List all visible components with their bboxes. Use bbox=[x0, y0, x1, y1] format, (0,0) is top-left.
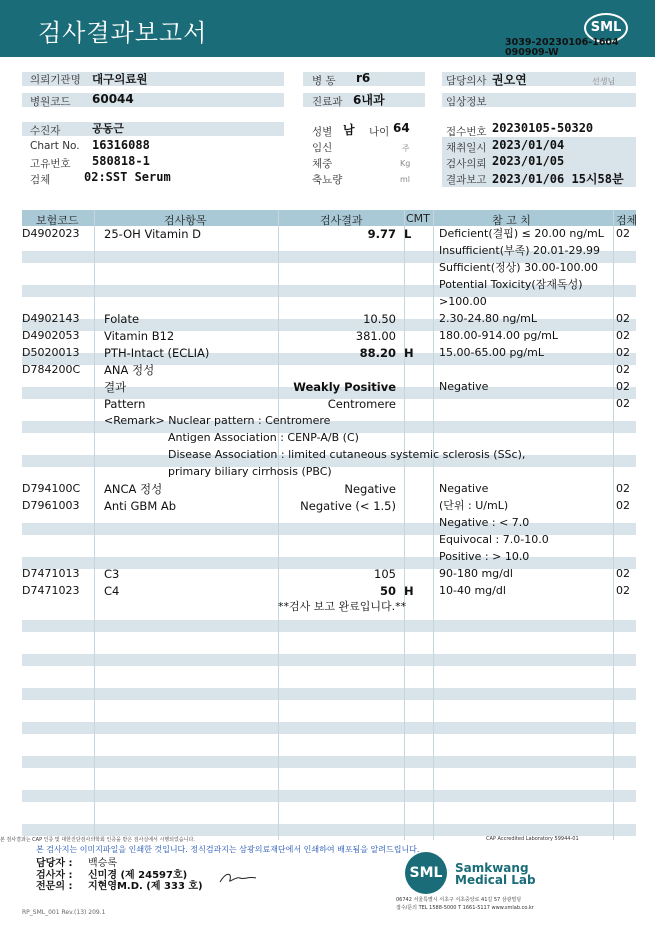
report-date-value: 2023/01/06 15시58분 bbox=[492, 172, 624, 186]
row-stripe bbox=[22, 790, 636, 802]
pregnancy-unit: 주 bbox=[402, 144, 410, 153]
row-reference: Negative bbox=[439, 380, 489, 393]
row-stripe bbox=[22, 824, 636, 836]
row-code: D7961003 bbox=[22, 499, 80, 512]
row-item: 25-OH Vitamin D bbox=[104, 227, 202, 241]
doctor-label: 담당의사 bbox=[446, 75, 487, 87]
report-title: 검사결과보고서 bbox=[38, 19, 208, 47]
row-result: 88.20 bbox=[359, 346, 396, 360]
row-item: Vitamin B12 bbox=[104, 329, 175, 343]
row-reference: 180.00-914.00 pg/mL bbox=[439, 329, 558, 342]
row-result: 381.00 bbox=[355, 329, 396, 343]
row-reference: Insufficient(부족) 20.01-29.99 bbox=[439, 244, 600, 257]
row-specimen: 02 bbox=[616, 312, 630, 325]
row-specimen: 02 bbox=[616, 584, 630, 597]
examiner-label: 검사자 : bbox=[36, 870, 73, 881]
report-date-label: 결과보고 bbox=[446, 174, 487, 186]
row-result: 9.77 bbox=[367, 227, 396, 241]
pregnancy-label: 임신 bbox=[312, 142, 333, 154]
row-reference: Positive : > 10.0 bbox=[439, 550, 530, 563]
row-remark: Antigen Association : CENP-A/B (C) bbox=[168, 431, 359, 444]
cap-accreditation: CAP Accredited Laboratory 59944-01 bbox=[486, 836, 579, 842]
col-divider bbox=[433, 210, 434, 840]
dept-value: 6내과 bbox=[353, 93, 385, 107]
row-specimen: 02 bbox=[616, 482, 630, 495]
row-item: Folate bbox=[104, 312, 140, 326]
staff-value: 백승록 bbox=[88, 858, 117, 869]
row-result: Centromere bbox=[327, 397, 396, 411]
document-id-line2: 090909-W bbox=[505, 47, 559, 58]
row-item: ANA 정성 bbox=[104, 363, 155, 377]
hospital-code-label: 병원코드 bbox=[30, 96, 71, 108]
patient-value: 공동근 bbox=[92, 122, 124, 135]
row-cmt: L bbox=[404, 227, 412, 241]
row-stripe bbox=[22, 654, 636, 666]
col-header-cmt: CMT bbox=[406, 212, 430, 225]
weight-label: 체중 bbox=[312, 158, 333, 170]
row-code: D4902023 bbox=[22, 227, 80, 240]
col-header-reference: 참 고 치 bbox=[492, 214, 531, 227]
row-item: C3 bbox=[104, 567, 120, 581]
age-label: 나이 bbox=[369, 126, 390, 138]
clinical-info-label: 임상정보 bbox=[446, 96, 487, 108]
row-code: D7471013 bbox=[22, 567, 80, 580]
row-reference: Negative : < 7.0 bbox=[439, 516, 530, 529]
col-divider bbox=[404, 210, 405, 840]
row-result: 50 bbox=[379, 584, 396, 598]
col-divider bbox=[94, 210, 95, 840]
print-notice: 본 검사지는 이미지파일을 인쇄한 것입니다. 정식검과지는 삼광의료재단에서 인쇄하여 배포됨을 알려드립니다. bbox=[36, 845, 420, 854]
institution-value: 대구의료원 bbox=[92, 72, 148, 86]
row-item: Pattern bbox=[104, 397, 146, 411]
row-specimen: 02 bbox=[616, 363, 630, 376]
row-cmt: H bbox=[404, 346, 414, 360]
request-date-value: 2023/01/05 bbox=[492, 154, 565, 168]
row-code: D784200C bbox=[22, 363, 81, 376]
examiner-value: 신미경 (제 24597호) bbox=[88, 870, 188, 881]
urine-label: 축뇨량 bbox=[312, 174, 343, 186]
weight-unit: Kg bbox=[400, 159, 411, 168]
row-reference: Deficient(결핍) ≤ 20.00 ng/mL bbox=[439, 227, 604, 240]
row-specimen: 02 bbox=[616, 567, 630, 580]
request-date-label: 검사의뢰 bbox=[446, 158, 487, 170]
form-code: RP_SML_001 Rev.(13) 209.1 bbox=[22, 909, 106, 916]
row-remark: primary biliary cirrhosis (PBC) bbox=[168, 465, 332, 478]
company-address: 06742 서울특별시 서초구 서초중앙로 41길 57 삼광빌딩 bbox=[396, 897, 522, 903]
institution-label: 의뢰기관명 bbox=[30, 74, 81, 86]
row-item: Anti GBM Ab bbox=[104, 499, 177, 513]
row-reference: Equivocal : 7.0-10.0 bbox=[439, 533, 549, 546]
row-reference: 2.30-24.80 ng/mL bbox=[439, 312, 537, 325]
company-name-line2: Medical Lab bbox=[455, 873, 536, 887]
row-reference: 10-40 mg/dl bbox=[439, 584, 506, 597]
collection-date-label: 채취일시 bbox=[446, 142, 487, 154]
row-result: 10.50 bbox=[363, 312, 396, 326]
row-stripe bbox=[22, 620, 636, 632]
signature-icon bbox=[218, 870, 258, 886]
row-specimen: 02 bbox=[616, 397, 630, 410]
row-remark: <Remark> Nuclear pattern : Centromere bbox=[104, 414, 331, 427]
row-item: C4 bbox=[104, 584, 120, 598]
row-code: D4902143 bbox=[22, 312, 80, 325]
sex-label: 성별 bbox=[312, 126, 333, 138]
sml-logo: SML bbox=[584, 13, 628, 43]
document-id bbox=[505, 38, 655, 58]
row-reference: 90-180 mg/dl bbox=[439, 567, 513, 580]
row-specimen: 02 bbox=[616, 346, 630, 359]
row-item: PTH-Intact (ECLIA) bbox=[104, 346, 210, 360]
row-result: 105 bbox=[374, 567, 396, 581]
row-specimen: 02 bbox=[616, 227, 630, 240]
completion-note: **검사 보고 완료입니다.** bbox=[278, 600, 407, 613]
col-divider bbox=[613, 210, 614, 840]
doctor-value: 권오연 bbox=[492, 73, 527, 87]
row-code: D4902053 bbox=[22, 329, 80, 342]
document-id-line1: 3039-20230106-1604 bbox=[505, 37, 619, 48]
chart-no-label: Chart No. bbox=[30, 140, 80, 152]
row-stripe bbox=[22, 756, 636, 768]
specialist-label: 전문의 : bbox=[36, 881, 73, 892]
unique-id-value: 580818-1 bbox=[92, 154, 150, 168]
row-specimen: 02 bbox=[616, 499, 630, 512]
col-header-item: 검사항목 bbox=[164, 214, 207, 227]
receipt-no-label: 접수번호 bbox=[446, 126, 487, 138]
row-reference: Negative bbox=[439, 482, 489, 495]
row-specimen: 02 bbox=[616, 329, 630, 342]
row-item: 결과 bbox=[104, 380, 127, 394]
hospital-code-value: 60044 bbox=[92, 92, 134, 106]
specialist-value: 지현영M.D. (제 333 호) bbox=[88, 881, 203, 892]
ward-value: r6 bbox=[356, 71, 371, 85]
row-reference: Potential Toxicity(잠재독성) bbox=[439, 278, 583, 291]
age-value: 64 bbox=[393, 121, 410, 135]
col-divider bbox=[278, 210, 279, 840]
row-remark: Disease Association : limited cutaneous systemic sclerosis (SSc), bbox=[168, 448, 526, 461]
row-result: Negative bbox=[344, 482, 396, 496]
urine-unit: ml bbox=[400, 175, 411, 184]
ward-label: 병 동 bbox=[312, 75, 336, 87]
collection-date-value: 2023/01/04 bbox=[492, 138, 565, 152]
info-bar-patient bbox=[22, 122, 284, 136]
doctor-note: 선생님 bbox=[592, 77, 616, 86]
col-header-result: 검사결과 bbox=[320, 214, 363, 227]
row-item: ANCA 정성 bbox=[104, 482, 163, 496]
chart-no-value: 16316088 bbox=[92, 138, 150, 152]
row-reference: Sufficient(정상) 30.00-100.00 bbox=[439, 261, 599, 274]
row-reference: 15.00-65.00 pg/mL bbox=[439, 346, 544, 359]
unique-id-label: 고유번호 bbox=[30, 158, 71, 170]
footer-sml-logo: SML bbox=[405, 852, 447, 894]
specimen-value: 02:SST Serum bbox=[84, 170, 171, 184]
row-result: Negative (< 1.5) bbox=[300, 499, 396, 513]
row-specimen: 02 bbox=[616, 380, 630, 393]
row-stripe bbox=[22, 722, 636, 734]
company-contact: 접수/문의 TEL 1588-5000 T 1661-5117 www.smlab.co.kr bbox=[396, 905, 534, 911]
row-code: D7471023 bbox=[22, 584, 80, 597]
patient-label: 수진자 bbox=[30, 125, 61, 137]
row-result: Weakly Positive bbox=[293, 380, 396, 394]
row-code: D5020013 bbox=[22, 346, 80, 359]
row-reference: (단위 : U/mL) bbox=[439, 499, 509, 512]
sex-value: 남 bbox=[343, 123, 355, 137]
company-name-line1: Samkwang bbox=[455, 861, 529, 875]
dept-label: 진료과 bbox=[312, 96, 343, 108]
cap-disclaimer: 본 검사결과는 CAP 인증 및 대한진단검사의학회 인증을 받은 검사실에서 시행되었습니다. bbox=[0, 837, 195, 843]
specimen-label: 검체 bbox=[30, 174, 51, 186]
row-code: D794100C bbox=[22, 482, 81, 495]
receipt-no-value: 20230105-50320 bbox=[492, 121, 594, 135]
col-header-code: 보험코드 bbox=[36, 214, 79, 227]
row-reference: >100.00 bbox=[439, 295, 487, 308]
staff-label: 담당자 : bbox=[36, 858, 73, 869]
company-name bbox=[455, 862, 536, 886]
row-cmt: H bbox=[404, 584, 414, 598]
row-stripe bbox=[22, 688, 636, 700]
col-header-specimen: 검체 bbox=[616, 214, 638, 227]
